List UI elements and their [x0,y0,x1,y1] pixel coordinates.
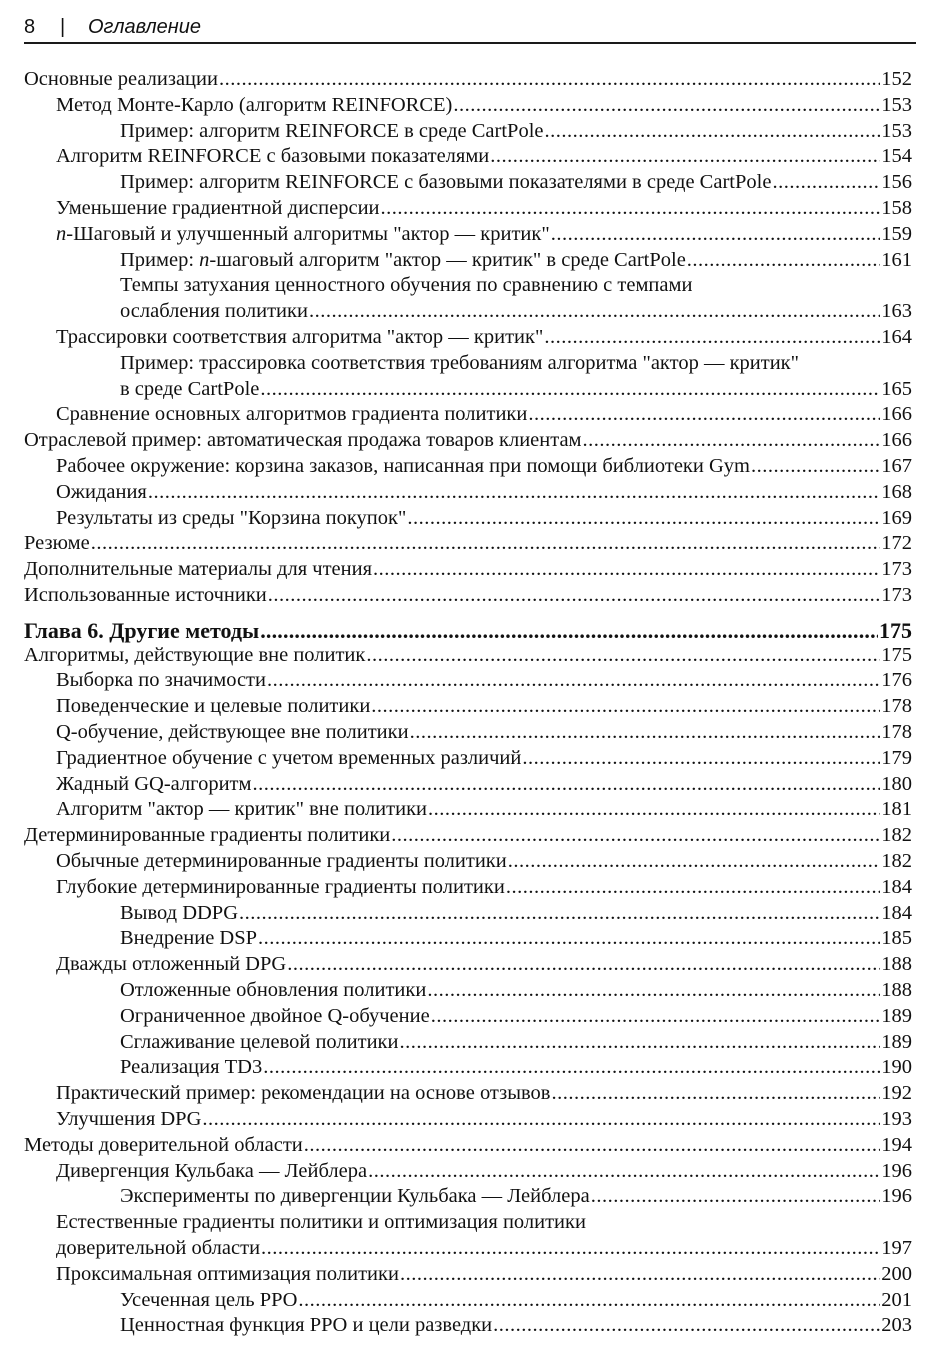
toc-entry[interactable] [56,1158,912,1184]
toc-page-number: 175 [879,617,912,643]
toc-dot-leader [261,1235,880,1261]
toc-entry[interactable] [56,195,912,221]
toc-entry[interactable] [24,1132,912,1158]
toc-dot-leader [544,324,880,350]
toc-page-number: 165 [881,377,912,400]
toc-page-number: 175 [881,643,912,666]
header-separator: | [60,16,66,38]
toc-dot-leader [399,1029,880,1055]
toc-entry[interactable] [120,1287,912,1313]
toc-page-number: 173 [881,584,912,606]
toc-entry-title: n-Шаговый и улучшенный алгоритмы "актор — критик" [56,222,550,245]
toc-entry-title: Глава 6. Другие методы [24,617,260,643]
toc-entry-title: ослабления политики [120,300,308,323]
toc-chapter-heading[interactable] [24,618,912,644]
toc-page-number: 192 [881,1082,912,1105]
toc-dot-leader [368,1158,880,1184]
toc-entry[interactable] [120,1029,912,1055]
toc-page-number: 197 [881,1237,912,1259]
toc-entry[interactable] [56,324,912,350]
toc-page-number: 189 [881,1030,912,1053]
toc-dot-leader [391,822,880,848]
toc-dot-leader [263,1054,880,1080]
toc-entry-title: Внедрение DSP [120,927,258,950]
toc-entry-title: Жадный GQ-алгоритм [56,772,252,795]
toc-dot-leader [260,618,878,644]
toc-dot-leader [219,66,880,92]
toc-entry[interactable] [120,1183,912,1209]
toc-page-number: 189 [881,1004,912,1027]
toc-dot-leader [258,925,880,951]
toc-page-number: 154 [881,145,912,168]
toc-page-number: 164 [881,326,912,348]
toc-entry-title: Методы доверительной области [24,1133,303,1156]
toc-dot-leader [381,195,881,221]
toc-page-number: 193 [881,1108,912,1130]
toc-dot-leader [751,453,880,479]
toc-entry-title: Алгоритм "актор — критик" вне политики [56,798,428,821]
toc-entry-title: Поведенческие и целевые политики [56,695,371,718]
toc-entry[interactable] [56,719,912,745]
toc-dot-leader [400,1261,880,1287]
toc-entry[interactable] [120,1003,912,1029]
toc-dot-leader [493,1312,880,1338]
toc-entry[interactable] [56,479,912,505]
toc-dot-leader [545,118,881,144]
toc-entry-title: Основные реализации [24,68,218,90]
toc-entry-title: Дополнительные материалы для чтения [24,558,372,581]
toc-dot-leader [410,719,881,745]
toc-dot-leader [304,1132,880,1158]
toc-page-number: 159 [881,222,912,245]
toc-dot-leader [366,642,880,668]
toc-dot-leader [453,92,880,118]
toc-entry-title: Проксимальная оптимизация политики [56,1262,399,1285]
toc-entry-title: Ограниченное двойное Q-обучение [120,1004,430,1027]
toc-dot-leader [551,221,881,247]
toc-entry[interactable] [56,1235,912,1261]
toc-entry-title: Градиентное обучение с учетом временных различий [56,746,522,769]
toc-dot-leader [202,1106,880,1132]
toc-entry[interactable] [56,745,912,771]
toc-dot-leader [148,479,880,505]
toc-entry-title: Улучшения DPG [56,1108,202,1130]
toc-dot-leader [268,582,880,608]
toc-entry[interactable] [56,1080,912,1106]
toc-entry-title: Рабочее окружение: корзина заказов, написанная при помощи библиотеки Gym [56,455,750,477]
toc-dot-leader [252,771,880,797]
toc-entry-title: Вывод DDPG [120,901,239,924]
toc-page-number: 176 [881,669,912,692]
toc-entry-title: Использованные источники [24,584,267,606]
toc-entry[interactable] [56,92,912,118]
toc-dot-leader [591,1183,881,1209]
toc-entry[interactable] [56,1106,912,1132]
toc-dot-leader [239,900,880,926]
toc-dot-leader [583,427,881,453]
toc-entry-title: Резюме [24,532,90,555]
toc-page-number: 178 [881,695,912,718]
toc-dot-leader [522,745,880,771]
toc-entry[interactable] [56,505,912,531]
toc-page-number: 179 [881,746,912,769]
toc-entry-title: Глубокие детерминированные градиенты политики [56,875,505,898]
toc-page-number: 201 [881,1288,912,1311]
toc-entry-title: Дивергенция Кульбака — Лейблера [56,1159,368,1182]
toc-dot-leader [508,848,881,874]
toc-page-number: 200 [881,1262,912,1285]
toc-dot-leader [506,874,880,900]
toc-page-number: 158 [881,197,912,219]
header-title: Оглавление [88,16,202,38]
toc-entry[interactable] [24,642,912,668]
toc-page-number: 153 [881,119,912,142]
toc-page-number: 196 [881,1159,912,1182]
toc-page-number: 173 [881,558,912,581]
toc-dot-leader [490,143,880,169]
toc-page-number: 163 [881,300,912,323]
toc-entry-title: Ожидания [56,480,147,503]
toc-entry[interactable] [120,977,912,1003]
page-number: 8 [24,16,36,38]
toc-page-number: 172 [881,532,912,555]
toc-dot-leader [407,505,880,531]
toc-page-number: 180 [881,772,912,795]
toc-entry-title: Детерминированные градиенты политики [24,824,391,847]
toc-entry[interactable] [56,143,912,169]
toc-entry-title: Практический пример: рекомендации на основе отзывов [56,1082,551,1105]
toc-entry-title: Дважды отложенный DPG [56,953,287,976]
toc-entry[interactable] [120,1312,912,1338]
toc-dot-leader [772,169,880,195]
toc-dot-leader [551,1080,880,1106]
toc-page-number: 188 [881,979,912,1001]
toc-entry[interactable] [120,298,912,324]
toc-dot-leader [428,796,880,822]
toc-page-number: 182 [881,824,912,847]
toc-entry-title: Результаты из среды "Корзина покупок" [56,506,407,529]
toc-entry-title: Отложенные обновления политики [120,979,427,1001]
toc-entry-title: Выборка по значимости [56,669,266,692]
toc-entry[interactable] [56,453,912,479]
toc-dot-leader [427,977,880,1003]
toc-dot-leader [287,951,880,977]
toc-entry-title: Алгоритмы, действующие вне политик [24,643,366,666]
toc-entry-title: Обычные детерминированные градиенты политики [56,850,507,872]
toc-page-number: 153 [881,93,912,116]
toc-dot-leader [373,556,880,582]
toc-dot-leader [91,530,881,556]
toc-dot-leader [431,1003,881,1029]
toc-dot-leader [260,376,880,402]
toc-entry-title: в среде CartPole [120,377,260,400]
toc-page-number: 194 [881,1133,912,1156]
toc-entry-title: Реализация TD3 [120,1056,263,1079]
toc-page-number: 161 [881,248,912,271]
toc-entry-title: Q-обучение, действующее вне политики [56,721,409,743]
toc-dot-leader [309,298,880,324]
toc-page-number: 185 [881,927,912,950]
toc-dot-leader [267,667,880,693]
toc-entry[interactable] [24,530,912,556]
toc-entry[interactable] [24,66,912,92]
toc-entry[interactable] [24,427,912,453]
toc-page-number: 169 [881,506,912,529]
toc-dot-leader [371,693,880,719]
toc-entry-first-line: Темпы затухания ценностного обучения по сравнению с темпами [120,274,693,297]
toc-dot-leader [528,401,880,427]
toc-entry[interactable] [120,247,912,273]
toc-entry[interactable] [56,874,912,900]
toc-page-number: 188 [881,953,912,976]
toc-page-number: 178 [881,721,912,743]
toc-entry-title: Пример: алгоритм REINFORCE в среде CartPole [120,119,544,142]
toc-entry[interactable] [120,169,912,195]
toc-entry-first-line: Естественные градиенты политики и оптимизация политики [56,1211,586,1234]
toc-entry-first-line: Пример: трассировка соответствия требованиям алгоритма "актор — критик" [120,351,800,374]
toc-page-number: 152 [881,68,912,90]
toc-entry[interactable] [56,401,912,427]
toc-entry[interactable] [56,796,912,822]
toc-entry-title: Уменьшение градиентной дисперсии [56,197,380,219]
toc-entry[interactable] [24,582,912,608]
toc-entry[interactable] [56,693,912,719]
toc-entry[interactable] [56,951,912,977]
toc-entry[interactable] [56,1261,912,1287]
toc-entry-title: Эксперименты по дивергенции Кульбака — Лейблера [120,1185,590,1208]
toc-page-number: 181 [881,798,912,821]
toc-page-number: 184 [881,901,912,924]
toc-entry[interactable] [56,221,912,247]
toc-page-number: 184 [881,875,912,898]
toc-entry-title: Алгоритм REINFORCE с базовыми показателями [56,145,490,168]
toc-entry[interactable] [120,1054,912,1080]
toc-page-number: 156 [881,171,912,194]
toc-entry[interactable] [56,667,912,693]
toc-entry[interactable] [120,376,912,402]
toc-entry-title: Метод Монте-Карло (алгоритм REINFORCE) [56,93,453,116]
toc-entry-title: Пример: алгоритм REINFORCE с базовыми показателями в среде CartPole [120,171,772,194]
toc-entry[interactable] [120,118,912,144]
toc-entry[interactable] [24,556,912,582]
toc-page-number: 182 [881,850,912,872]
toc-page-number: 168 [881,480,912,503]
toc-dot-leader [298,1287,880,1313]
toc-entry-title: Пример: n-шаговый алгоритм "актор — критик" в среде CartPole [120,248,686,271]
toc-entry-title: Усеченная цель PPO [120,1288,298,1311]
toc-entry[interactable] [56,771,912,797]
toc-dot-leader [687,247,880,273]
toc-entry[interactable] [120,925,912,951]
toc-page-number: 166 [881,429,912,452]
toc-entry[interactable] [24,822,912,848]
toc-page-number: 196 [881,1185,912,1208]
toc-entry-title: Сглаживание целевой политики [120,1030,399,1053]
toc-entry[interactable] [56,848,912,874]
toc-page-number: 190 [881,1056,912,1079]
toc-page-number: 167 [881,455,912,477]
toc-entry-title: доверительной области [56,1237,261,1259]
toc-entry-title: Трассировки соответствия алгоритма "актор — критик" [56,326,544,348]
toc-page-number: 203 [881,1314,912,1337]
toc-page-number: 166 [881,403,912,426]
toc-entry-title: Ценностная функция PPO и цели разведки [120,1314,493,1337]
toc-entry-title: Сравнение основных алгоритмов градиента политики [56,403,528,426]
toc-entry-title: Отраслевой пример: автоматическая продажа товаров клиентам [24,429,582,452]
toc-entry[interactable] [120,900,912,926]
